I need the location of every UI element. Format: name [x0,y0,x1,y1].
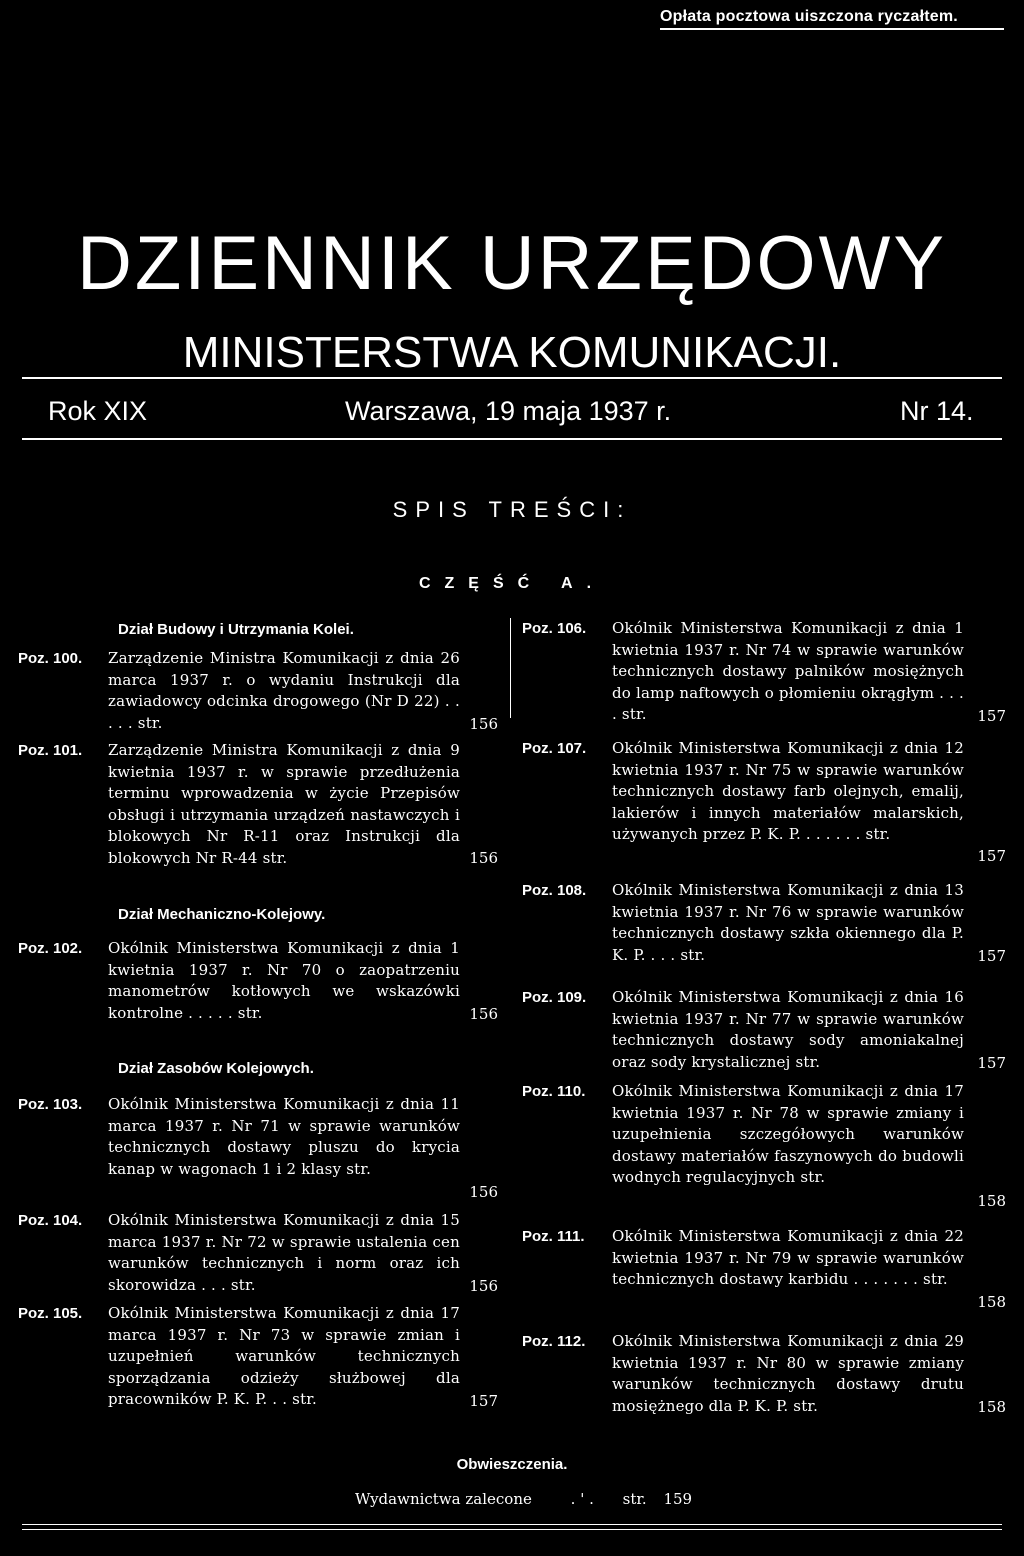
entry-text: Okólnik Ministerstwa Komunikacji z dnia 22 kwietnia 1937 r. Nr 79 w sprawie warunków technicznych dostawy karbidu . . . . . . . str. [612,1227,964,1288]
section-heading: Dział Budowy i Utrzymania Kolei. [118,621,354,638]
entry-page: 158 [977,1192,1006,1210]
toc-entry [522,738,1006,868]
place-date: Warszawa, 19 maja 1937 r. [345,396,672,426]
entry-page: 156 [469,1277,498,1295]
section-heading: Dział Mechaniczno-Kolejowy. [118,906,326,923]
entry-page: 157 [977,1054,1006,1072]
section-heading: Dział Zasobów Kolejowych. [118,1060,314,1077]
entry-page: 157 [977,947,1006,965]
toc-entry [522,1226,1006,1314]
toc-entry [522,880,1006,968]
entry-text: Okólnik Ministerstwa Komunikacji z dnia 12 kwietnia 1937 r. Nr 75 w sprawie warunków technicznych dostawy farb olejnych, emalij, lakierów i innych materiałów malarskich, używanych przez P. K. P. . . . . . . str. [612,739,964,843]
entry-number: Poz. 107. [522,740,587,757]
header-rule-bottom [22,438,1002,440]
entry-page: 156 [469,1183,498,1201]
entry-page: 156 [469,715,498,733]
entry-number: Poz. 105. [18,1305,83,1322]
entry-text: Okólnik Ministerstwa Komunikacji z dnia 17 marca 1937 r. Nr 73 w sprawie zmian i uzupełnień warunków technicznych sporządzania odzieży służbowej dla pracowników P. K. P. . . str. [108,1304,460,1408]
entry-text: Okólnik Ministerstwa Komunikacji z dnia 11 marca 1937 r. Nr 71 w sprawie warunków technicznych dostawy pluszu do krycia kanap w wagonach 1 i 2 klasy str. [108,1095,460,1178]
journal-title: DZIENNIK URZĘDOWY [76,221,948,306]
footer-rule-2 [22,1529,1002,1530]
entry-text: Zarządzenie Ministra Komunikacji z dnia 9 kwietnia 1937 r. w sprawie przedłużenia terminu wprowadzenia w życie Przepisów obsługi i utrzymania urządzeń nastawczych i blokowych Nr R-11 oraz Instrukcji dla blokowych Nr R-44 str. [108,741,460,867]
announcement-dots: . ' . [570,1490,594,1508]
part-label: CZĘŚĆ A. [418,575,606,592]
toc-entry [18,1094,498,1204]
entry-number: Poz. 111. [522,1228,585,1245]
journal-subtitle: MINISTERSTWA KOMUNIKACJI. [182,328,842,377]
entry-page: 157 [469,1392,498,1410]
entry-page: 157 [977,847,1006,865]
entry-number: Poz. 108. [522,882,587,899]
toc-entry [522,1331,1006,1419]
entry-number: Poz. 102. [18,940,83,957]
entry-number: Poz. 109. [522,989,587,1006]
entry-text: Okólnik Ministerstwa Komunikacji z dnia 16 kwietnia 1937 r. Nr 77 w sprawie warunków technicznych dostawy sody amoniakalnej oraz sody krystalicznej str. [612,988,964,1071]
toc-entry [522,1081,1006,1211]
announcement-page: 159 [663,1490,693,1508]
toc-entry [18,1210,498,1298]
entry-number: Poz. 106. [522,620,587,637]
entry-text: Okólnik Ministerstwa Komunikacji z dnia 29 kwietnia 1937 r. Nr 80 w sprawie zmiany warunków technicznych dostawy drutu mosiężnego dla P. K. P. str. [612,1332,964,1415]
toc-entry [18,1303,498,1413]
column-divider [510,618,511,718]
entry-page: 158 [977,1293,1006,1311]
toc-entry [18,938,498,1026]
toc-entry [522,987,1006,1075]
toc-entry [18,740,498,870]
entry-number: Poz. 101. [18,742,83,759]
issue-number: Nr 14. [900,396,974,426]
toc-entry [18,648,498,736]
entry-page: 156 [469,1005,498,1023]
entry-text: Okólnik Ministerstwa Komunikacji z dnia 17 kwietnia 1937 r. Nr 78 w sprawie zmiany i uzupełnienia szczegółowych warunków dostawy materiałów faszynowych do budowli wodnych regulacyjnych str. [612,1082,964,1186]
footer-rule [22,1524,1002,1525]
entry-text: Okólnik Ministerstwa Komunikacji z dnia 13 kwietnia 1937 r. Nr 76 w sprawie warunków technicznych dostawy szkła okiennego dla P. K. P. . . . str. [612,881,964,964]
toc-title: SPIS TREŚCI: [392,497,632,522]
entry-number: Poz. 103. [18,1096,83,1113]
postal-note: Opłata pocztowa uiszczona ryczałtem. [660,8,1004,30]
entry-page: 156 [469,849,498,867]
year-label: Rok XIX [48,396,148,426]
entry-number: Poz. 100. [18,650,83,667]
entry-number: Poz. 112. [522,1333,586,1350]
entry-text: Okólnik Ministerstwa Komunikacji z dnia 1 kwietnia 1937 r. Nr 70 o zaopatrzeniu manometrów kotłowych we wskazówki kontrolne . . . . . str. [108,939,460,1022]
entry-number: Poz. 104. [18,1212,83,1229]
entry-page: 157 [977,707,1006,725]
toc-entry [522,618,1006,728]
announcements-title: Obwieszczenia. [456,1456,568,1473]
header-rule-top [22,377,1002,379]
announcement-text: Wydawnictwa zalecone [355,1490,532,1508]
entry-text: Okólnik Ministerstwa Komunikacji z dnia 15 marca 1937 r. Nr 72 w sprawie ustalenia cen warunków technicznych i norm oraz ich skorowidza . . . str. [108,1211,460,1294]
entry-page: 158 [977,1398,1006,1416]
announcement-entry [355,1490,692,1508]
announcement-str: str. [622,1490,647,1508]
entry-text: Zarządzenie Ministra Komunikacji z dnia 26 marca 1937 r. o wydaniu Instrukcji dla zawiadowcy odcinka drogowego (Nr D 22) . . . . . str. [108,649,460,732]
entry-number: Poz. 110. [522,1083,586,1100]
entry-text: Okólnik Ministerstwa Komunikacji z dnia 1 kwietnia 1937 r. Nr 74 w sprawie warunków technicznych dostawy palników mosiężnych do lamp naftowych o płomieniu okrągłym . . . . str. [612,619,964,723]
